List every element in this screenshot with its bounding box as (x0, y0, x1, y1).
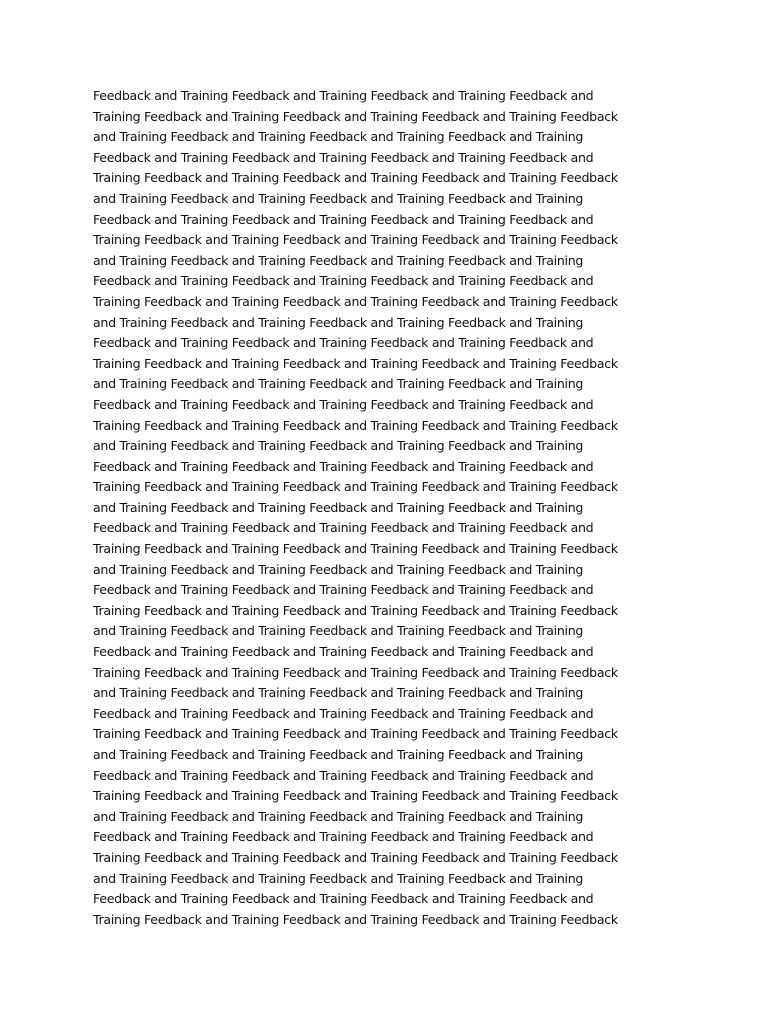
text-line: Feedback and Training Feedback and Training Feedback and Training Feedback and (93, 891, 594, 907)
text-line: Feedback and Training Feedback and Training Feedback and Training Feedback and (93, 829, 594, 845)
text-line: Training Feedback and Training Feedback and Training Feedback and Training Feedback (93, 541, 618, 557)
text-line: Feedback and Training Feedback and Training Feedback and Training Feedback and (93, 644, 594, 660)
text-line: Training Feedback and Training Feedback and Training Feedback and Training Feedback (93, 602, 618, 618)
text-line: Feedback and Training Feedback and Training Feedback and Training Feedback and (93, 211, 594, 227)
text-line: Feedback and Training Feedback and Training Feedback and Training Feedback and (93, 705, 594, 721)
text-line: Feedback and Training Feedback and Training Feedback and Training Feedback and (93, 149, 594, 165)
text-line: Training Feedback and Training Feedback and Training Feedback and Training Feedback (93, 849, 618, 865)
text-line: and Training Feedback and Training Feedback and Training Feedback and Training (93, 561, 584, 577)
text-line: Feedback and Training Feedback and Training Feedback and Training Feedback and (93, 582, 594, 598)
text-line: Training Feedback and Training Feedback and Training Feedback and Training Feedback (93, 232, 618, 248)
text-line: and Training Feedback and Training Feedback and Training Feedback and Training (93, 808, 584, 824)
text-line: Feedback and Training Feedback and Training Feedback and Training Feedback and (93, 273, 594, 289)
text-line: and Training Feedback and Training Feedback and Training Feedback and Training (93, 314, 584, 330)
text-line: Training Feedback and Training Feedback and Training Feedback and Training Feedback (93, 726, 618, 742)
text-line: Feedback and Training Feedback and Training Feedback and Training Feedback and (93, 88, 594, 103)
text-line: and Training Feedback and Training Feedback and Training Feedback and Training (93, 747, 584, 762)
text-line: Training Feedback and Training Feedback and Training Feedback and Training Feedback (93, 788, 618, 804)
text-line: Training Feedback and Training Feedback and Training Feedback and Training Feedback (93, 108, 618, 124)
text-line: and Training Feedback and Training Feedback and Training Feedback and Training (93, 129, 584, 145)
text-line: Training Feedback and Training Feedback and Training Feedback and Training Feedback (93, 664, 618, 680)
text-line: and Training Feedback and Training Feedback and Training Feedback and Training (93, 499, 584, 515)
text-line: Feedback and Training Feedback and Training Feedback and Training Feedback and (93, 767, 594, 783)
text-line: Feedback and Training Feedback and Training Feedback and Training Feedback and (93, 335, 594, 351)
text-line: Training Feedback and Training Feedback and Training Feedback and Training Feedback (93, 170, 618, 186)
text-line: Feedback and Training Feedback and Training Feedback and Training Feedback and (93, 520, 594, 536)
text-line: Training Feedback and Training Feedback and Training Feedback and Training Feedback (93, 479, 618, 495)
text-line: Training Feedback and Training Feedback and Training Feedback and Training Feedback (93, 911, 618, 927)
text-line: and Training Feedback and Training Feedback and Training Feedback and Training (93, 685, 584, 701)
text-line: Training Feedback and Training Feedback and Training Feedback and Training Feedback (93, 293, 618, 309)
text-line: Training Feedback and Training Feedback and Training Feedback and Training Feedback (93, 355, 618, 371)
text-line: Feedback and Training Feedback and Training Feedback and Training Feedback and (93, 396, 594, 412)
text-line: and Training Feedback and Training Feedback and Training Feedback and Training (93, 252, 584, 268)
text-line: and Training Feedback and Training Feedback and Training Feedback and Training (93, 376, 584, 392)
text-line: and Training Feedback and Training Feedback and Training Feedback and Training (93, 190, 584, 206)
body-paragraph (93, 86, 693, 930)
text-line: Training Feedback and Training Feedback and Training Feedback and Training Feedback (93, 417, 618, 433)
text-line: and Training Feedback and Training Feedback and Training Feedback and Training (93, 870, 584, 886)
text-line: Feedback and Training Feedback and Training Feedback and Training Feedback and (93, 458, 594, 474)
text-line: and Training Feedback and Training Feedback and Training Feedback and Training (93, 623, 584, 639)
text-line: and Training Feedback and Training Feedback and Training Feedback and Training (93, 438, 584, 454)
